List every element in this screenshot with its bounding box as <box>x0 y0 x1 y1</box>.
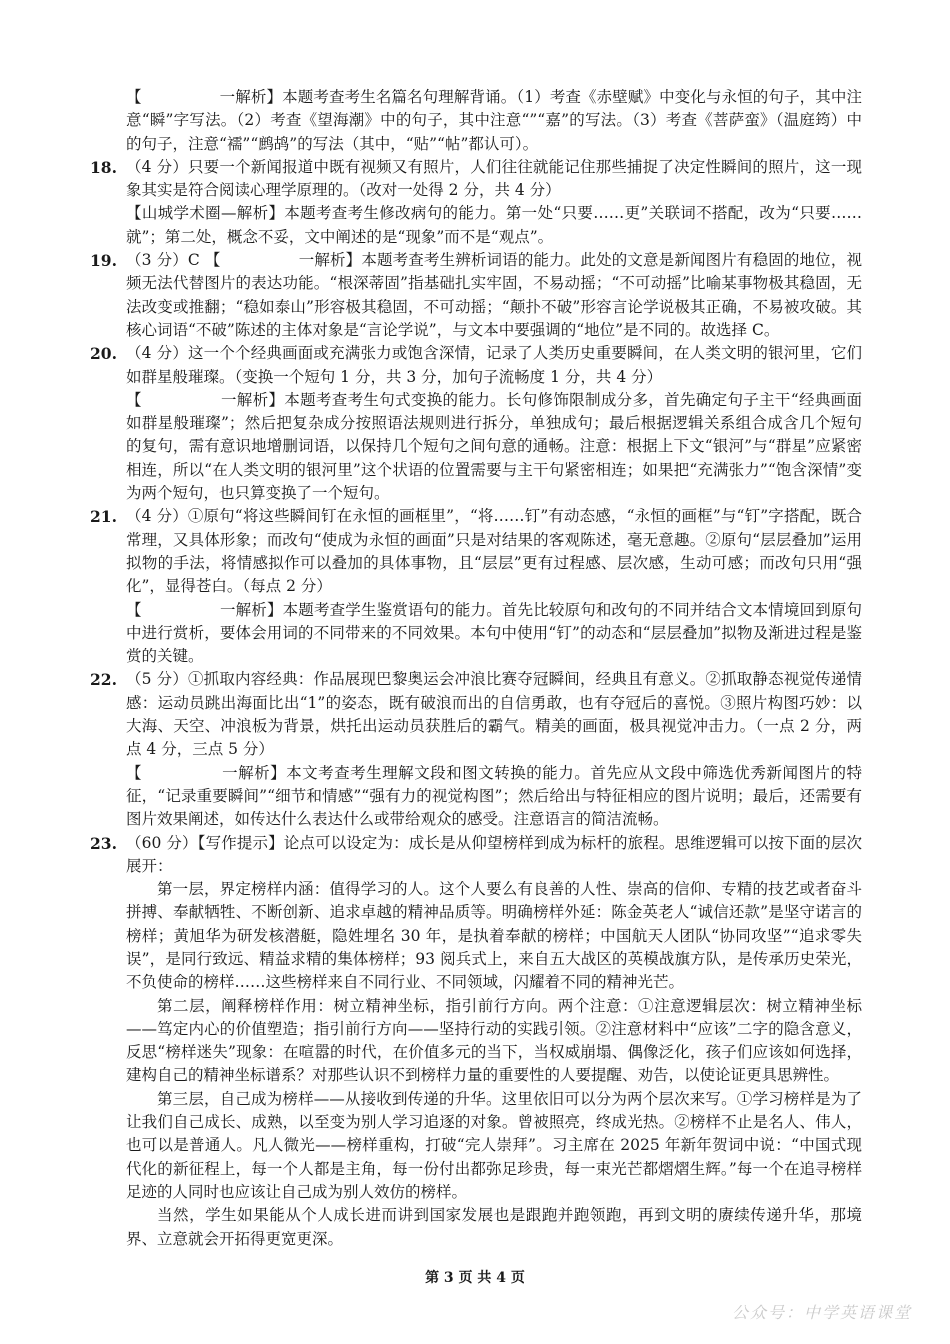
answer-block-21 <box>92 505 862 598</box>
essay-guidance <box>92 878 862 1251</box>
question-number: 20. <box>90 344 117 364</box>
answer-block-20 <box>92 342 862 389</box>
analysis-text: 【 一解析】本题考查学生鉴赏语句的能力。首先比较原句和改句的不同并结合文本情境回到原句中进行赏析，要体会用词的不同带来的不同效果。本句中使用“钉”的动态和“层层叠加”拟物及渐进过程是鉴赏的关键。 <box>126 600 862 666</box>
answer-block-16-17-analysis <box>92 86 862 156</box>
question-number: 22. <box>90 670 117 690</box>
essay-paragraph: 第三层，自己成为榜样——从接收到传递的升华。这里依旧可以分为两个层次来写。①学习榜样是为了让我们自己成长、成熟，以至变为别人学习追逐的对象。曾被照亮，终成光热。②榜样不止是名人、伟人，也可以是普通人。凡人微光——榜样重构，打破“完人崇拜”。习主席在 2025 年新年贺词中说：“中国式现代化的新征程上，每一个人都是主角，每一份付出都弥足珍贵，每一束光芒都熠熠生辉。”每一个在追寻榜样足迹的人同时也应该让自己成为别人效仿的榜样。 <box>126 1089 862 1201</box>
analysis-text: 【 一解析】本文考查考生理解文段和图文转换的能力。首先应从文段中筛选优秀新闻图片的特征，“记录重要瞬间”“细节和情感”“强有力的视觉构图”；然后给出与特征相应的图片说明；最后，还需要有图片效果阐述，如传达什么表达什么或带给观众的感受。注意语言的简洁流畅。 <box>126 763 862 829</box>
question-number: 21. <box>90 507 117 527</box>
essay-paragraph: 当然，学生如果能从个人成长进而讲到国家发展也是跟跑并跑领跑，再到文明的赓续传递升华，那境界、立意就会开拓得更宽更深。 <box>126 1206 862 1248</box>
page-footer: 第 3 页 共 4 页 <box>425 1270 525 1286</box>
analysis-text: 【 一解析】本题考查考生句式变换的能力。长句修饰限制成分多，首先确定句子主干“经典画面如群星般璀璨”；然后把复杂成分按照语法规则进行拆分，单独成句；最后根据逻辑关系组合成含几个短句的复句，需有意识地增删词语，以保持几个短句之间句意的通畅。注意：根据上下文“银河”与“群星”应紧密相连，所以“在人类文明的银河里”这个状语的位置需要与主干句紧密相连；如果把“充满张力”“饱含深情”变为两个短句，也只算变换了一个短句。 <box>126 390 862 503</box>
answer-block-20-analysis <box>92 389 862 505</box>
answer-text: （4 分）这一个个经典画面或充满张力或饱含深情，记录了人类历史重要瞬间，在人类文明的银河里，它们如群星般璀璨。（变换一个短句 1 分，共 3 分，加句子流畅度 1 分，共 4 分） <box>126 344 862 386</box>
answer-block-22 <box>92 668 862 761</box>
analysis-text: 【山城学术圈—解析】本题考查考生修改病句的能力。第一处“只要……更”关联词不搭配，改为“只要……就”；第二处，概念不妥，文中阐述的是“现象”而不是“观点”。 <box>126 204 862 246</box>
answer-sheet <box>92 86 862 1251</box>
essay-paragraph: 第二层，阐释榜样作用：树立精神坐标，指引前行方向。两个注意：①注意逻辑层次：树立精神坐标——笃定内心的价值塑造；指引前行方向——坚持行动的实践引领。②注意材料中“应该”二字的隐含意义，反思“榜样迷失”现象：在喧嚣的时代，在价值多元的当下，当权威崩塌、偶像泛化，孩子们应该如何选择，建构自己的精神坐标谱系？对那些认识不到榜样力量的重要性的人要提醒、劝告，以使论证更具思辨性。 <box>126 996 862 1085</box>
answer-text: （5 分）①抓取内容经典：作品展现巴黎奥运会冲浪比赛夺冠瞬间，经典且有意义。②抓取静态视觉传递情感：运动员跳出海面比出“1”的姿态，既有破浪而出的自信勇敢，也有夺冠后的喜悦。③照片构图巧妙：以大海、天空、冲浪板为背景，烘托出运动员获胜后的霸气。精美的画面，极具视觉冲击力。（一点 2 分，两点 4 分，三点 5 分） <box>126 670 862 759</box>
question-number: 23. <box>90 833 117 853</box>
question-number: 18. <box>90 157 117 177</box>
answer-block-22-analysis <box>92 762 862 832</box>
essay-paragraph: 第一层，界定榜样内涵：值得学习的人。这个人要么有良善的人性、崇高的信仰、专精的技艺或者奋斗拼搏、奉献牺牲、不断创新、追求卓越的精神品质等。明确榜样外延：陈金英老人“诚信还款”是坚守诺言的榜样；黄旭华为研发核潜艇，隐姓埋名 30 年，是执着奉献的榜样；中国航天人团队“协同攻坚”“追求零失误”，是同行致远、精益求精的集体榜样；93 阅兵式上，来自五大战区的英模战旗方队，是传承历史荣光，不负使命的榜样……这些榜样来自不同行业、不同领域，闪耀着不同的精神光芒。 <box>126 880 862 992</box>
answer-text: （3 分）C 【 一解析】本题考查考生辨析词语的能力。此处的文意是新闻图片有稳固的地位，视频无法代替图片的表达功能。“根深蒂固”指基础扎实牢固，不易动摇；“不可动摇”比喻某事物极其稳固，无法改变或推翻；“稳如泰山”形容极其稳固，不可动摇；“颠扑不破”形容言论学说极其正确，不易被攻破。其核心词语“不破”陈述的主体对象是“言论学说”，与文本中要强调的“地位”是不同的。故选择 C。 <box>126 251 862 339</box>
answer-block-23 <box>92 832 862 879</box>
answer-text: （4 分）只要一个新闻报道中既有视频又有照片，人们往往就能记住那些捕捉了决定性瞬间的照片，这一现象其实是符合阅读心理学原理的。（改对一处得 2 分，共 4 分） <box>126 157 862 200</box>
answer-text: （4 分）①原句“将这些瞬间钉在永恒的画框里”，“将……钉”有动态感，“永恒的画框”与“钉”字搭配，既合常理，又具体形象；而改句“使成为永恒的画面”只是对结果的客观陈述，毫无意趣。②原句“层层叠加”运用拟物的手法，将情感拟作可以叠加的具体事物，且“层层”更有过程感、层次感，生动可感；而改句只用“强化”，显得苍白。（每点 2 分） <box>126 507 862 596</box>
answer-block-18 <box>92 156 862 203</box>
answer-block-18-analysis <box>92 202 862 249</box>
watermark: 公众号：中学英语课堂 <box>731 1303 912 1322</box>
answer-block-19 <box>92 249 862 342</box>
analysis-text: 【 一解析】本题考查考生名篇名句理解背诵。（1）考查《赤壁赋》中变化与永恒的句子，其中注意“瞬”字写法。（2）考查《望海潮》中的句子，其中注意“”“嘉”的写法。（3）考查《菩萨蛮》（温庭筠）中的句子，注意“襦”“鹧鸪”的写法（其中，“贴”“帖”都认可）。 <box>126 88 862 153</box>
answer-block-21-analysis <box>92 599 862 669</box>
question-number: 19. <box>90 251 117 271</box>
answer-text: （60 分）【写作提示】论点可以设定为：成长是从仰望榜样到成为标杆的旅程。思维逻辑可以按下面的层次展开： <box>126 833 862 875</box>
